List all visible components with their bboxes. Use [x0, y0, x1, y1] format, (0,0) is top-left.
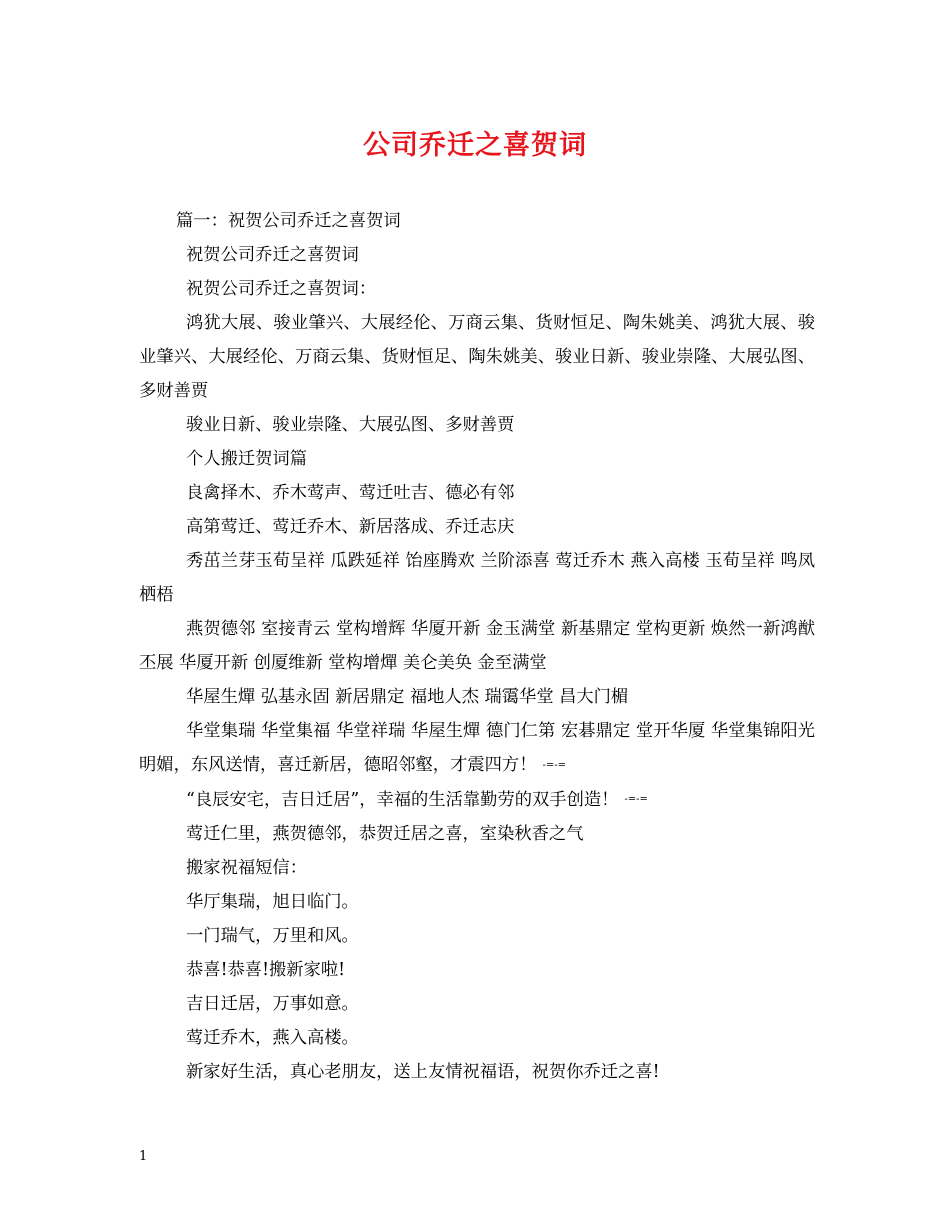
paragraph: 吉日迁居，万事如意。: [186, 994, 359, 1014]
document-body: [139, 204, 815, 1089]
paragraph: 骏业日新、骏业崇隆、大展弘图、多财善贾: [186, 415, 515, 435]
document-title: 公司乔迁之喜贺词: [363, 130, 587, 161]
paragraph: 莺迁乔木，燕入高楼。: [186, 1028, 359, 1048]
paragraph: 个人搬迁贺词篇: [186, 449, 307, 469]
paragraph: 新家好生活，真心老朋友，送上友情祝福语，祝贺你乔迁之喜!: [186, 1062, 660, 1082]
paragraph: 祝贺公司乔迁之喜贺词: [186, 245, 359, 265]
page-number: 1: [139, 1149, 148, 1164]
paragraph: 篇一：祝贺公司乔迁之喜贺词: [176, 211, 401, 231]
paragraph: 高第莺迁、莺迁乔木、新居落成、乔迁志庆: [186, 517, 515, 537]
paragraph: 一门瑞气，万里和风。: [186, 926, 359, 946]
paragraph: 华厅集瑞，旭日临门。: [186, 892, 359, 912]
paragraph: [139, 714, 815, 783]
paragraph: 鸿犹大展、骏业肇兴、大展经伦、万商云集、货财恒足、陶朱姚美、鸿犹大展、骏业肇兴、大展经伦、万商云集、货财恒足、陶朱姚美、骏业日新、骏业崇隆、大展弘图、多财善贾: [139, 313, 815, 401]
paragraph: [139, 783, 815, 818]
separator-mark: -=-=: [542, 759, 566, 771]
paragraph: 良禽择木、乔木莺声、莺迁吐吉、德必有邻: [186, 483, 515, 503]
paragraph: 祝贺公司乔迁之喜贺词：: [186, 279, 377, 299]
paragraph: 搬家祝福短信：: [186, 858, 307, 878]
separator-mark: -=-=: [624, 794, 648, 805]
paragraph-text: 华堂集瑞 华堂集福 华堂祥瑞 华屋生燀 德门仁第 宏碁鼎定 堂开华厦 华堂集锦阳光明媚，东风送情，喜迁新居，德昭邻壑，才震四方！: [139, 721, 815, 775]
paragraph-text: “良辰安宅，吉日迁居”，幸福的生活靠勤劳的双手创造！: [186, 789, 619, 810]
paragraph: 华屋生燀 弘基永固 新居鼎定 福地人杰 瑞霭华堂 昌大门楣: [186, 687, 629, 707]
paragraph: 恭喜!恭喜!搬新家啦!: [186, 960, 346, 980]
paragraph: 莺迁仁里，燕贺德邻，恭贺迁居之喜，室染秋香之气: [186, 824, 584, 844]
paragraph: 秀茁兰芽玉荀呈祥 瓜跌延祥 饴座腾欢 兰阶添喜 莺迁乔木 燕入高楼 玉荀呈祥 鸣凤栖梧: [139, 551, 815, 605]
paragraph: 燕贺德邻 室接青云 堂构增辉 华厦开新 金玉满堂 新基鼎定 堂构更新 焕然一新鸿猷丕展 华厦开新 创厦维新 堂构增燀 美仑美奂 金至满堂: [139, 619, 815, 673]
